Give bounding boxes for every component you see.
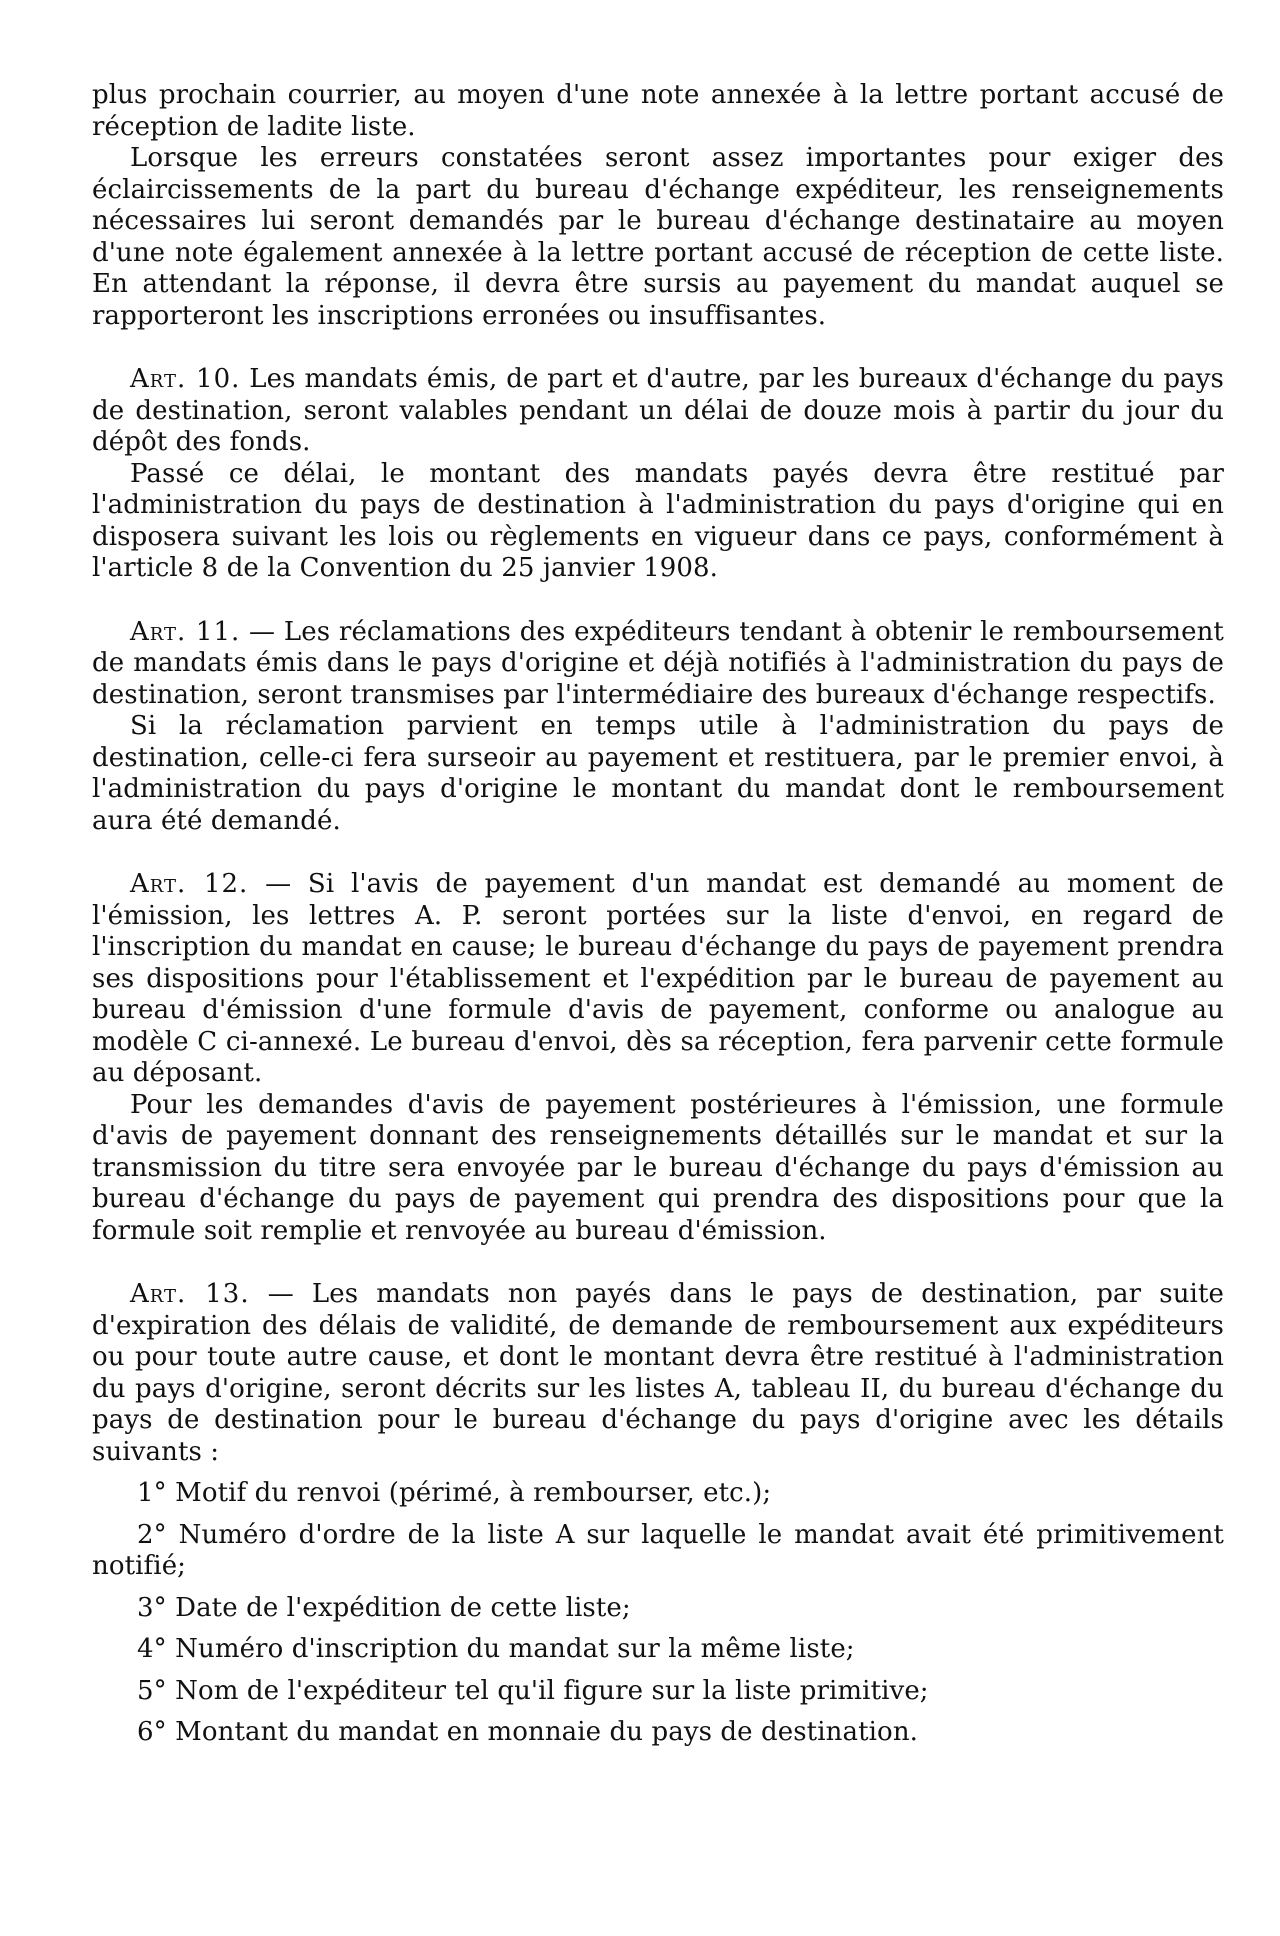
list-item-6-number: 6° (137, 1717, 167, 1747)
document-body (92, 80, 1224, 1749)
paragraph-continuation: plus prochain courrier, au moyen d'une note annexée à la lettre portant accusé de réception de ladite liste. (92, 80, 1224, 142)
article-11-label: Art. 11. (130, 616, 241, 647)
list-item-3 (92, 1593, 1224, 1625)
article-11-text-1: — Les réclamations des expéditeurs tendant à obtenir le remboursement de mandats émis dans le pays d'origine et déjà notifiés à l'administration du pays de destination, seront transmises par l'intermédiaire des bureaux d'échange respectifs. (92, 616, 1224, 710)
article-11-paragraph-1 (92, 617, 1224, 712)
paragraph-errors: Lorsque les erreurs constatées seront assez importantes pour exiger des éclaircissements de la part du bureau d'échange expéditeur, les renseignements nécessaires lui seront demandés par le bureau d'échange destinataire au moyen d'une note également annexée à la lettre portant accusé de réception de cette liste. En attendant la réponse, il devra être sursis au payement du mandat auquel se rapporteront les inscriptions erronées ou insuffisantes. (92, 143, 1224, 331)
article-10-paragraph-1 (92, 364, 1224, 459)
article-12-paragraph-1 (92, 869, 1224, 1090)
article-13-text-1: — Les mandats non payés dans le pays de destination, par suite d'expiration des délais de validité, de demande de remboursement aux expéditeurs ou pour toute autre cause, et dont le montant devra être restitué à l'administration du pays d'origine, seront décrits sur les listes A, tableau II, du bureau d'échange du pays de destination pour le bureau d'échange du pays d'origine avec les détails suivants : (92, 1279, 1224, 1467)
article-12-paragraph-2: Pour les demandes d'avis de payement postérieures à l'émission, une formule d'avis de payement donnant des renseignements détaillés sur le mandat et sur la transmission du titre sera envoyée par le bureau d'échange du pays d'émission au bureau d'échange du pays de payement qui prendra des dispositions pour que la formule soit remplie et renvoyée au bureau d'émission. (92, 1089, 1224, 1246)
article-11-paragraph-2: Si la réclamation parvient en temps utile à l'administration du pays de destination, celle-ci fera surseoir au payement et restituera, par le premier envoi, à l'administration du pays d'origine le montant du mandat dont le remboursement aura été demandé. (92, 711, 1224, 836)
list-item-2 (92, 1520, 1224, 1583)
list-item-3-number: 3° (137, 1592, 167, 1623)
article-10-text-1: Les mandats émis, de part et d'autre, par les bureaux d'échange du pays de destination, seront valables pendant un délai de douze mois à partir du jour du dépôt des fonds. (92, 364, 1224, 457)
list-item-4-number: 4° (137, 1634, 167, 1664)
article-10-paragraph-2: Passé ce délai, le montant des mandats payés devra être restitué par l'administration du pays de destination à l'administration du pays d'origine qui en disposera suivant les lois ou règlements en vigueur dans ce pays, conformément à l'article 8 de la Convention du 25 janvier 1908. (92, 458, 1224, 583)
list-item-4-text: Numéro d'inscription du mandat sur la même liste; (175, 1634, 855, 1664)
list-item-1 (92, 1478, 1224, 1510)
list-item-6-text: Montant du mandat en monnaie du pays de destination. (175, 1717, 919, 1747)
list-item-6 (92, 1717, 1224, 1749)
list-item-1-number: 1° (137, 1478, 167, 1508)
list-item-1-text: Motif du renvoi (périmé, à rembourser, etc.); (175, 1478, 772, 1508)
article-13-label: Art. 13. (130, 1279, 250, 1309)
article-10-label: Art. 10. (130, 364, 241, 394)
list-item-5 (92, 1676, 1224, 1708)
list-item-2-text: Numéro d'ordre de la liste A sur laquelle le mandat avait été primitivement notifié; (92, 1519, 1224, 1581)
list-item-3-text: Date de l'expédition de cette liste; (175, 1592, 631, 1623)
list-item-5-number: 5° (137, 1675, 167, 1706)
article-12-text-1: — Si l'avis de payement d'un mandat est demandé au moment de l'émission, les lettres A. P. seront portées sur la liste d'envoi, en regard de l'inscription du mandat en cause; le bureau d'échange du pays de payement prendra ses dispositions pour l'établissement et l'expédition par le bureau de payement au bureau d'émission d'une formule d'avis de payement, conforme ou analogue au modèle C ci-annexé. Le bureau d'envoi, dès sa réception, fera parvenir cette formule au déposant. (92, 869, 1224, 1088)
article-12-label: Art. 12. (130, 869, 249, 899)
list-item-5-text: Nom de l'expéditeur tel qu'il figure sur la liste primitive; (175, 1675, 929, 1706)
list-item-2-number: 2° (137, 1519, 167, 1550)
list-item-4 (92, 1634, 1224, 1666)
article-13-paragraph-1 (92, 1279, 1224, 1468)
